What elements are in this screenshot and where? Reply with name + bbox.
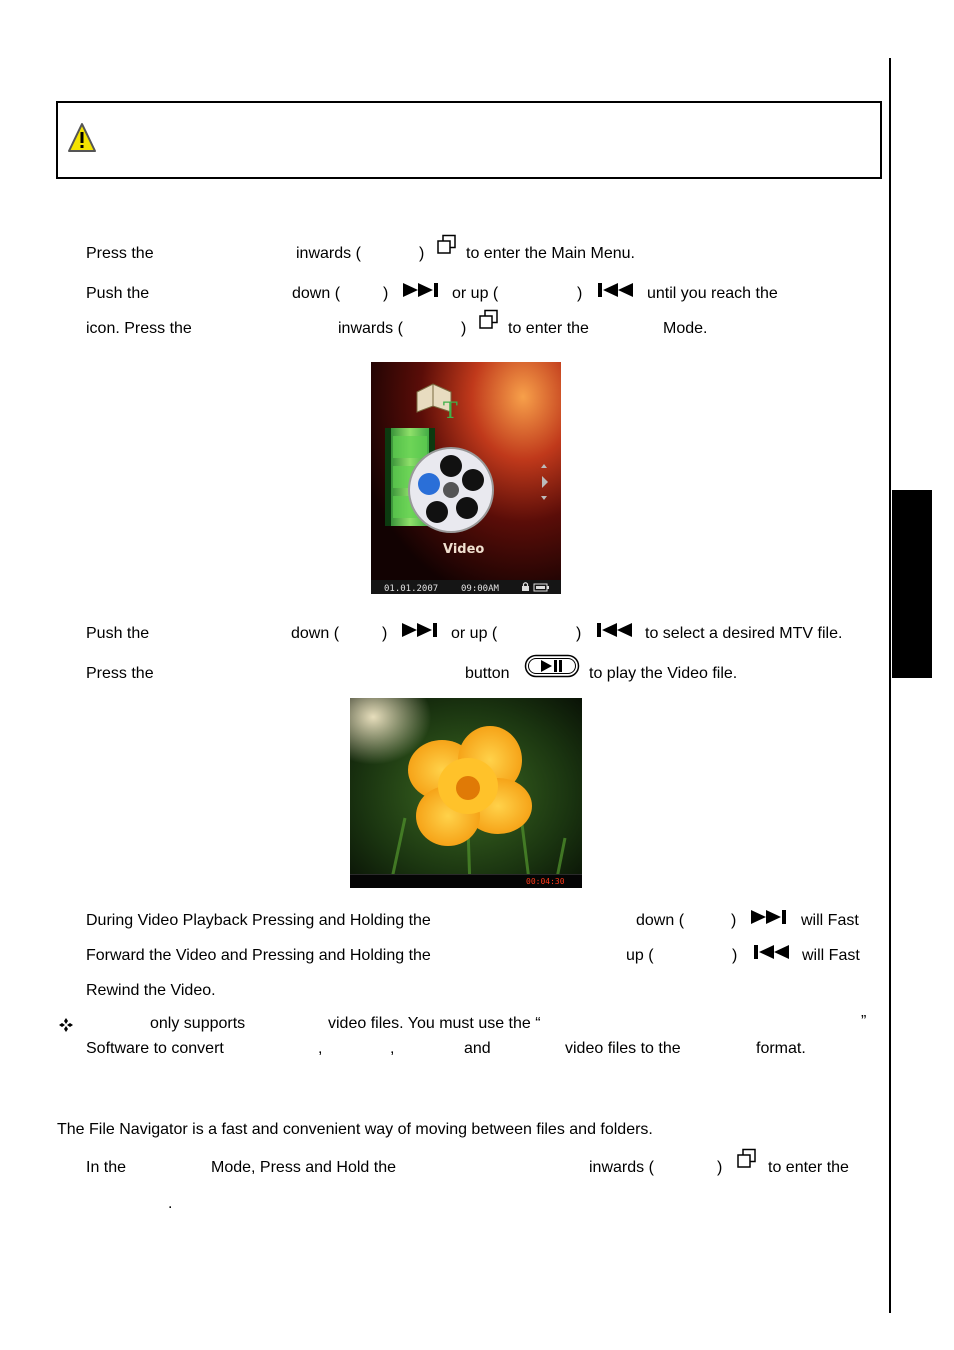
step5-text-c: ) (731, 912, 737, 929)
step2b-text-b: inwards ( (338, 320, 403, 337)
navigator-text-d: ) (717, 1159, 723, 1176)
step2b-text-a: icon. Press the (86, 320, 192, 337)
step2-text-c: ) (383, 285, 389, 302)
note-text-c: ” (861, 1013, 867, 1030)
note-text-h: video files to the (565, 1040, 681, 1057)
screen2-timecode: 00:04:30 (526, 877, 565, 886)
video-playback-screenshot (350, 698, 582, 888)
note-text-a: only supports (150, 1015, 246, 1032)
step2-text-b: down ( (292, 285, 341, 302)
step5-text-d: will Fast (801, 912, 859, 929)
step5-text-a: During Video Playback Pressing and Holding the (86, 912, 431, 929)
note-text-b: video files. You must use the “ (328, 1015, 541, 1032)
step1-text-c: ) (419, 245, 425, 262)
navigator-text-b: Mode, Press and Hold the (211, 1159, 396, 1176)
previous-track-icon (595, 621, 633, 639)
next-track-icon (401, 621, 439, 639)
step1-text-b: inwards ( (296, 245, 361, 262)
step3-text-d: or up ( (451, 625, 498, 642)
note-text-e: , (318, 1040, 323, 1057)
step3-text-e: ) (576, 625, 582, 642)
right-margin-rule (889, 58, 891, 1313)
step5b-text-b: up ( (626, 947, 654, 964)
step1-text-d: to enter the Main Menu. (466, 245, 635, 262)
step5b-text-d: will Fast (802, 947, 860, 964)
step4-text-c: to play the Video file. (589, 665, 738, 682)
step2b-text-d: to enter the (508, 320, 589, 337)
note-text-g: and (464, 1040, 491, 1057)
note-text-d: Software to convert (86, 1040, 224, 1057)
navigator-text-e: to enter the (768, 1159, 849, 1176)
flower-icon (408, 726, 532, 846)
step4-text-b: button (465, 665, 510, 682)
note-text-f: , (390, 1040, 395, 1057)
screen1-label: Video (443, 542, 485, 557)
warning-box (56, 101, 882, 179)
step3-text-a: Push the (86, 625, 150, 642)
step2b-text-c: ) (461, 320, 467, 337)
step5b-text-a: Forward the Video and Pressing and Holding the (86, 947, 431, 964)
step5c-text-a: Rewind the Video. (86, 982, 216, 999)
note-text-i: format. (756, 1040, 806, 1057)
navigator-text-f: . (168, 1195, 173, 1212)
warning-triangle-icon (67, 122, 97, 154)
step1-text-a: Press the (86, 245, 154, 262)
next-track-icon (750, 908, 788, 926)
step2-text-d: or up ( (452, 285, 499, 302)
step2-text-a: Push the (86, 285, 150, 302)
enter-square-icon (736, 1148, 758, 1170)
step2b-text-e: Mode. (663, 320, 708, 337)
step2-text-f: until you reach the (647, 285, 778, 302)
navigator-text-c: inwards ( (589, 1159, 654, 1176)
next-track-icon (402, 281, 440, 299)
step5b-text-c: ) (732, 947, 738, 964)
previous-track-icon (752, 943, 790, 961)
step3-text-b: down ( (291, 625, 340, 642)
step3-text-f: to select a desired MTV file. (645, 625, 843, 642)
play-pause-button-icon (524, 654, 580, 680)
enter-square-icon (478, 309, 500, 331)
svg-text:T: T (443, 399, 458, 424)
screen1-date: 01.01.2007 (384, 584, 439, 594)
film-reel-icon (409, 448, 493, 532)
navigator-text-a: In the (86, 1159, 127, 1176)
navigator-intro: The File Navigator is a fast and convenient way of moving between files and folders. (57, 1121, 653, 1138)
step4-text-a: Press the (86, 665, 154, 682)
enter-square-icon (436, 234, 458, 256)
video-menu-screenshot (371, 362, 561, 594)
step2-text-e: ) (577, 285, 583, 302)
step3-text-c: ) (382, 625, 388, 642)
screen1-time: 09:00AM (461, 584, 499, 594)
step5-text-b: down ( (636, 912, 685, 929)
diamond-bullet-icon (58, 1017, 74, 1033)
section-side-tab (892, 490, 932, 678)
previous-track-icon (596, 281, 634, 299)
